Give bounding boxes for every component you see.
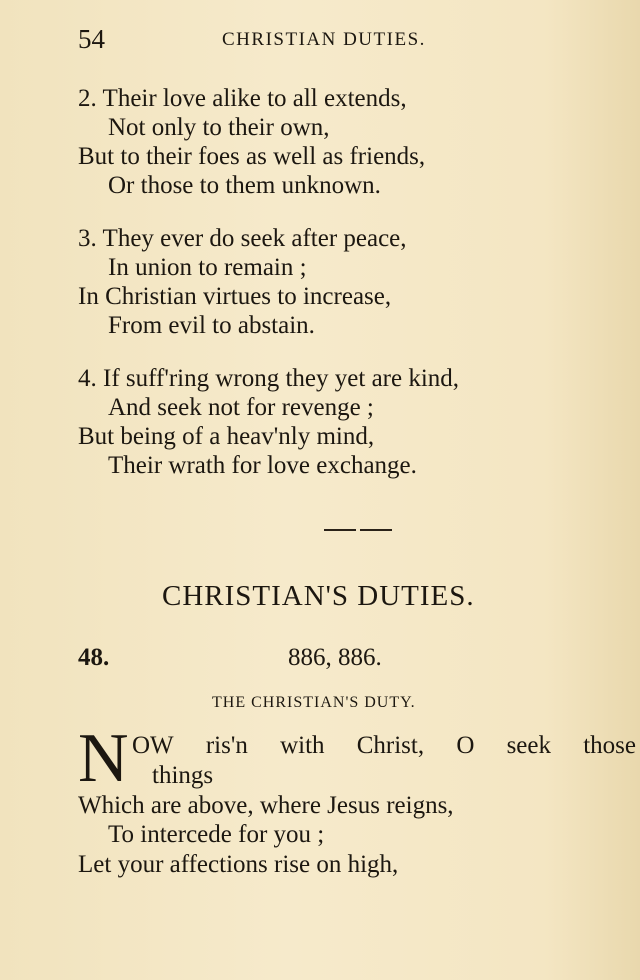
first-line-word: O bbox=[456, 732, 475, 759]
hymn-subtitle: THE CHRISTIAN'S DUTY. bbox=[212, 694, 416, 711]
first-line-word: OW bbox=[132, 732, 174, 759]
hymn-first-line bbox=[132, 732, 636, 760]
stanza-2-line-2: Not only to their own, bbox=[108, 114, 330, 141]
stanza-3-line-4: From evil to abstain. bbox=[108, 312, 315, 339]
page-number: 54 bbox=[78, 24, 105, 54]
hymn-meter: 886, 886. bbox=[288, 644, 382, 671]
first-line-word: with bbox=[280, 732, 325, 759]
stanza-4-line-2: And seek not for revenge ; bbox=[108, 394, 374, 421]
section-divider bbox=[324, 529, 392, 531]
hymn-line-2: Which are above, where Jesus reigns, bbox=[78, 792, 454, 819]
drop-cap: N bbox=[78, 720, 129, 797]
stanza-3-line-1: 3. They ever do seek after peace, bbox=[78, 225, 407, 252]
hymn-first-line-continuation: things bbox=[152, 762, 214, 789]
hymn-line-4: Let your affections rise on high, bbox=[78, 851, 399, 878]
stanza-3-line-2: In union to remain ; bbox=[108, 254, 307, 281]
running-title: CHRISTIAN DUTIES. bbox=[222, 29, 426, 50]
stanza-4-line-4: Their wrath for love exchange. bbox=[108, 452, 417, 479]
stanza-4-line-1: 4. If suff'ring wrong they yet are kind, bbox=[78, 365, 460, 392]
stanza-3-line-3: In Christian virtues to increase, bbox=[78, 283, 392, 310]
first-line-word: Christ, bbox=[356, 732, 425, 759]
hymn-line-3: To intercede for you ; bbox=[108, 821, 325, 848]
hymn-number: 48. bbox=[78, 644, 110, 671]
stanza-4-line-3: But being of a heav'nly mind, bbox=[78, 423, 375, 450]
section-title: CHRISTIAN'S DUTIES. bbox=[162, 580, 475, 612]
running-head bbox=[78, 24, 618, 54]
first-line-word: ris'n bbox=[205, 732, 248, 759]
stanza-2-line-4: Or those to them unknown. bbox=[108, 172, 381, 199]
first-line-word: those bbox=[583, 732, 636, 759]
stanza-2-line-1: 2. Their love alike to all extends, bbox=[78, 85, 407, 112]
first-line-word: seek bbox=[506, 732, 551, 759]
stanza-2-line-3: But to their foes as well as friends, bbox=[78, 143, 426, 170]
